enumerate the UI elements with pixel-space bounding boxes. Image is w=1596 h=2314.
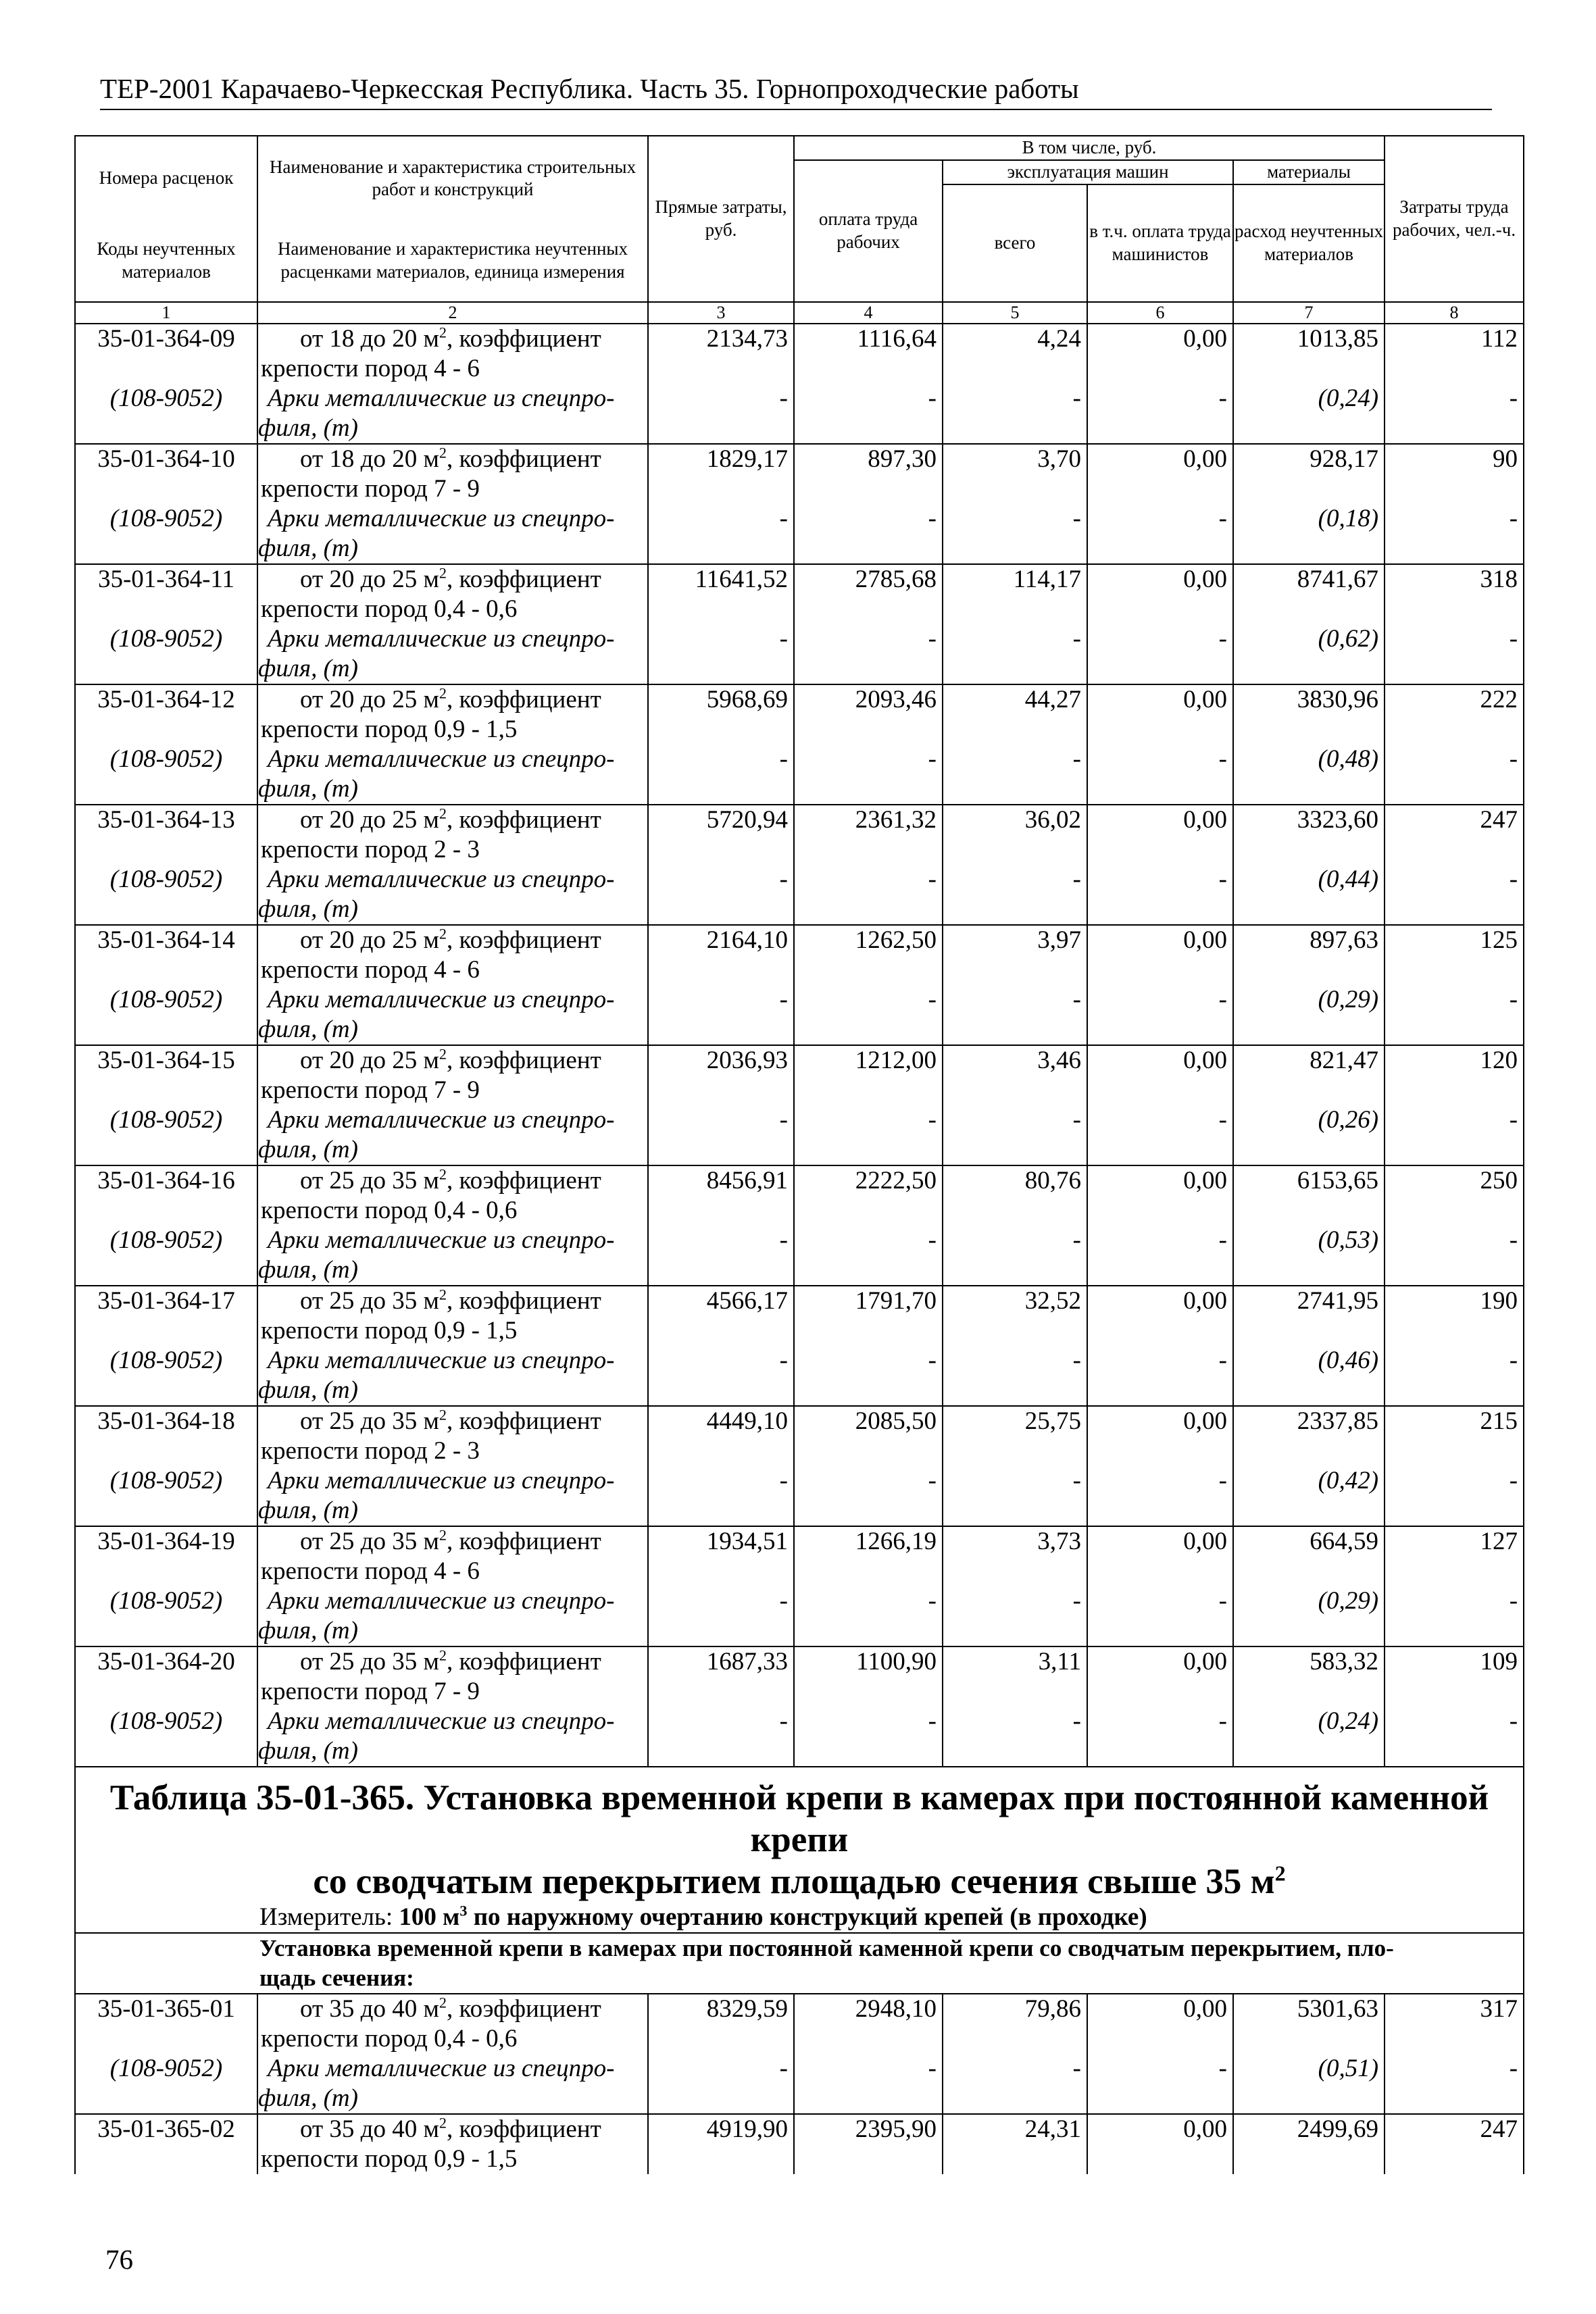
material-code: (108-9052) <box>75 1105 257 1165</box>
material-code: (108-9052) <box>75 2054 257 2114</box>
table-row <box>75 925 1524 955</box>
material-row <box>75 624 1524 654</box>
dash: - <box>648 504 794 534</box>
dash: - <box>648 2054 794 2084</box>
work-description: от 25 до 35 $м^2$, коэффициент крепости пород 0,9 - 1,5 <box>257 1286 648 1346</box>
table-row <box>75 1045 1524 1076</box>
direct-costs: 2134,73 <box>648 324 794 354</box>
material-code: (108-9052) <box>75 985 257 1045</box>
column-numbers-row: 1 2 3 4 5 6 7 8 <box>75 302 1524 324</box>
dash: - <box>1385 2054 1524 2084</box>
dash: - <box>794 1586 943 1616</box>
labor-hours: 109 <box>1385 1646 1524 1677</box>
dash: - <box>794 1105 943 1135</box>
table-row <box>75 805 1524 835</box>
material-costs: 2337,85 <box>1233 1406 1385 1436</box>
material-code: (108-9052) <box>75 504 257 564</box>
dash: - <box>1087 1226 1233 1255</box>
material-row <box>75 865 1524 895</box>
material-costs: 1013,85 <box>1233 324 1385 354</box>
machinist-wages: 0,00 <box>1087 1406 1233 1436</box>
dash: - <box>1087 1586 1233 1616</box>
machine-costs: 36,02 <box>943 805 1087 835</box>
labor-wages: 1791,70 <box>794 1286 943 1316</box>
labor-hours: 250 <box>1385 1165 1524 1196</box>
labor-wages: 2222,50 <box>794 1165 943 1196</box>
rate-code: 35-01-364-13 <box>75 805 257 835</box>
table-row <box>75 1165 1524 1196</box>
dash: - <box>1087 504 1233 534</box>
material-description: Арки металлические из спецпро- филя, (т) <box>257 1586 648 1646</box>
dash: - <box>1087 745 1233 774</box>
material-costs: 3323,60 <box>1233 805 1385 835</box>
work-description: от 35 до 40 $м^2$, коэффициент крепости пород 0,9 - 1,5 <box>257 2114 648 2174</box>
work-description: от 20 до 25 $м^2$, коэффициент крепости пород 4 - 6 <box>257 925 648 985</box>
material-description: Арки металлические из спецпро- филя, (т) <box>257 2054 648 2114</box>
material-description: Арки металлические из спецпро- филя, (т) <box>257 384 648 444</box>
material-costs: 2741,95 <box>1233 1286 1385 1316</box>
material-row <box>75 384 1524 413</box>
material-description: Арки металлические из спецпро- филя, (т) <box>257 624 648 684</box>
labor-wages: 2785,68 <box>794 564 943 595</box>
machine-costs: 32,52 <box>943 1286 1087 1316</box>
work-description: от 20 до 25 $м^2$, коэффициент крепости пород 7 - 9 <box>257 1045 648 1105</box>
dash: - <box>794 1226 943 1255</box>
material-description: Арки металлические из спецпро- филя, (т) <box>257 1346 648 1406</box>
dash: - <box>648 1466 794 1496</box>
direct-costs: 11641,52 <box>648 564 794 595</box>
machine-costs: 3,11 <box>943 1646 1087 1677</box>
labor-wages: 1212,00 <box>794 1045 943 1076</box>
direct-costs: 4566,17 <box>648 1286 794 1316</box>
material-row <box>75 1707 1524 1736</box>
table-row <box>75 444 1524 474</box>
labor-hours: 247 <box>1385 805 1524 835</box>
material-costs: 6153,65 <box>1233 1165 1385 1196</box>
machine-costs: 3,70 <box>943 444 1087 474</box>
machinist-wages: 0,00 <box>1087 1526 1233 1557</box>
dash: - <box>794 2054 943 2084</box>
dash: - <box>1087 865 1233 895</box>
labor-hours: 222 <box>1385 684 1524 715</box>
dash: - <box>794 745 943 774</box>
work-description: от 25 до 35 $м^2$, коэффициент крепости пород 0,4 - 0,6 <box>257 1165 648 1226</box>
rates-table <box>74 135 1524 2174</box>
machine-costs: 4,24 <box>943 324 1087 354</box>
dash: - <box>1087 384 1233 413</box>
material-quantity: (0,53) <box>1233 1226 1385 1255</box>
material-description: Арки металлические из спецпро- филя, (т) <box>257 1707 648 1767</box>
material-costs: 897,63 <box>1233 925 1385 955</box>
direct-costs: 2036,93 <box>648 1045 794 1076</box>
dash: - <box>1087 1466 1233 1496</box>
dash: - <box>794 1346 943 1376</box>
head-mach-wages: в т.ч. оплата труда машинистов <box>1087 184 1233 302</box>
page-number: 76 <box>105 2244 133 2275</box>
dash: - <box>1087 624 1233 654</box>
machinist-wages: 0,00 <box>1087 1045 1233 1076</box>
direct-costs: 4449,10 <box>648 1406 794 1436</box>
dash: - <box>648 384 794 413</box>
dash: - <box>1385 745 1524 774</box>
labor-hours: 112 <box>1385 324 1524 354</box>
work-description: от 18 до 20 $м^2$, коэффициент крепости пород 7 - 9 <box>257 444 648 504</box>
material-code: (108-9052) <box>75 1466 257 1526</box>
machine-costs: 44,27 <box>943 684 1087 715</box>
table-row <box>75 1406 1524 1436</box>
rate-code: 35-01-365-02 <box>75 2114 257 2144</box>
material-code: (108-9052) <box>75 1226 257 1286</box>
dash: - <box>1385 1707 1524 1736</box>
table-row <box>75 1526 1524 1557</box>
material-costs: 664,59 <box>1233 1526 1385 1557</box>
head-code: Номера расценок <box>75 136 257 221</box>
material-costs: 2499,69 <box>1233 2114 1385 2144</box>
direct-costs: 8456,91 <box>648 1165 794 1196</box>
head-mach-total: всего <box>943 184 1087 302</box>
dash: - <box>794 1466 943 1496</box>
material-code: (108-9052) <box>75 745 257 805</box>
head-materials: расход неучтенных материалов <box>1233 184 1385 302</box>
machinist-wages: 0,00 <box>1087 925 1233 955</box>
dash: - <box>648 1226 794 1255</box>
dash: - <box>1385 865 1524 895</box>
rate-code: 35-01-364-20 <box>75 1646 257 1677</box>
dash: - <box>794 384 943 413</box>
table-row <box>75 684 1524 715</box>
labor-hours: 127 <box>1385 1526 1524 1557</box>
labor-hours: 318 <box>1385 564 1524 595</box>
labor-hours: 317 <box>1385 1994 1524 2024</box>
machine-costs: 25,75 <box>943 1406 1087 1436</box>
material-costs: 3830,96 <box>1233 684 1385 715</box>
dash: - <box>648 1346 794 1376</box>
dash: - <box>1385 504 1524 534</box>
material-description: Арки металлические из спецпро- филя, (т) <box>257 1226 648 1286</box>
dash: - <box>943 1707 1087 1736</box>
rate-code: 35-01-364-15 <box>75 1045 257 1076</box>
material-quantity: (0,26) <box>1233 1105 1385 1135</box>
table-row <box>75 2114 1524 2144</box>
work-description: от 35 до 40 $м^2$, коэффициент крепости пород 0,4 - 0,6 <box>257 1994 648 2054</box>
table-meter: Измеритель: 100 $м^3$ по наружному очертанию конструкций крепей (в проходке) <box>75 1903 1524 1933</box>
dash: - <box>794 865 943 895</box>
rate-code: 35-01-364-18 <box>75 1406 257 1436</box>
head-incl: В том числе, руб. <box>794 136 1385 160</box>
material-row <box>75 1226 1524 1255</box>
dash: - <box>1087 1707 1233 1736</box>
machinist-wages: 0,00 <box>1087 444 1233 474</box>
direct-costs: 1934,51 <box>648 1526 794 1557</box>
material-quantity: (0,46) <box>1233 1346 1385 1376</box>
machinist-wages: 0,00 <box>1087 1286 1233 1316</box>
machinist-wages: 0,00 <box>1087 684 1233 715</box>
material-quantity: (0,29) <box>1233 985 1385 1015</box>
material-costs: 5301,63 <box>1233 1994 1385 2024</box>
dash: - <box>1385 1105 1524 1135</box>
dash: - <box>943 745 1087 774</box>
table-body-364 <box>75 324 1524 1767</box>
dash: - <box>943 1346 1087 1376</box>
dash: - <box>943 1586 1087 1616</box>
machinist-wages: 0,00 <box>1087 1646 1233 1677</box>
dash: - <box>1385 1586 1524 1616</box>
material-quantity: (0,44) <box>1233 865 1385 895</box>
machinist-wages: 0,00 <box>1087 1165 1233 1196</box>
machine-costs: 24,31 <box>943 2114 1087 2144</box>
labor-wages: 2085,50 <box>794 1406 943 1436</box>
material-description: Арки металлические из спецпро- филя, (т) <box>257 1105 648 1165</box>
work-description: от 25 до 35 $м^2$, коэффициент крепости пород 4 - 6 <box>257 1526 648 1586</box>
dash: - <box>1385 985 1524 1015</box>
rate-code: 35-01-364-12 <box>75 684 257 715</box>
material-quantity: (0,51) <box>1233 2054 1385 2084</box>
head-code-materials: Коды неучтенных материалов <box>75 221 257 302</box>
labor-wages: 2948,10 <box>794 1994 943 2024</box>
machine-costs: 80,76 <box>943 1165 1087 1196</box>
material-quantity: (0,24) <box>1233 384 1385 413</box>
labor-hours: 190 <box>1385 1286 1524 1316</box>
work-description: от 20 до 25 $м^2$, коэффициент крепости пород 2 - 3 <box>257 805 648 865</box>
material-quantity: (0,29) <box>1233 1586 1385 1616</box>
direct-costs: 2164,10 <box>648 925 794 955</box>
rate-code: 35-01-364-17 <box>75 1286 257 1316</box>
material-row <box>75 504 1524 534</box>
material-row <box>75 1105 1524 1135</box>
work-description: от 20 до 25 $м^2$, коэффициент крепости пород 0,4 - 0,6 <box>257 564 648 624</box>
labor-hours: 125 <box>1385 925 1524 955</box>
table-row <box>75 1646 1524 1677</box>
table-row <box>75 1994 1524 2024</box>
dash: - <box>1385 624 1524 654</box>
dash: - <box>794 985 943 1015</box>
table-row <box>75 1286 1524 1316</box>
table-row <box>75 564 1524 595</box>
dash: - <box>648 985 794 1015</box>
dash: - <box>1385 1346 1524 1376</box>
head-hours: Затраты труда рабочих, чел.-ч. <box>1385 136 1524 302</box>
labor-wages: 1266,19 <box>794 1526 943 1557</box>
work-description: от 25 до 35 $м^2$, коэффициент крепости пород 2 - 3 <box>257 1406 648 1466</box>
dash: - <box>1087 1105 1233 1135</box>
dash: - <box>943 2054 1087 2084</box>
work-description: от 18 до 20 $м^2$, коэффициент крепости пород 4 - 6 <box>257 324 648 384</box>
material-code: (108-9052) <box>75 1586 257 1646</box>
dash: - <box>648 1105 794 1135</box>
machine-costs: 3,97 <box>943 925 1087 955</box>
labor-hours: 215 <box>1385 1406 1524 1436</box>
labor-hours: 90 <box>1385 444 1524 474</box>
labor-hours: 247 <box>1385 2114 1524 2144</box>
direct-costs: 1829,17 <box>648 444 794 474</box>
labor-wages: 1262,50 <box>794 925 943 955</box>
material-quantity: (0,18) <box>1233 504 1385 534</box>
material-row <box>75 745 1524 774</box>
material-code: (108-9052) <box>75 384 257 444</box>
direct-costs: 8329,59 <box>648 1994 794 2024</box>
dash: - <box>648 745 794 774</box>
head-labor: оплата труда рабочих <box>794 160 943 302</box>
table-body-365 <box>75 1994 1524 2174</box>
table-title: Таблица 35-01-365. Установка временной крепи в камерах при постоянной каменной крепи со сводчатым перекрытием площадью сечения свыше 35 $м^2$ <box>75 1767 1524 1903</box>
machinist-wages: 0,00 <box>1087 805 1233 835</box>
dash: - <box>794 1707 943 1736</box>
material-costs: 8741,67 <box>1233 564 1385 595</box>
page-header: ТЕР-2001 Карачаево-Черкесская Республика. Часть 35. Горнопроходческие работы <box>100 73 1492 110</box>
material-row <box>75 2054 1524 2084</box>
dash: - <box>648 1586 794 1616</box>
dash: - <box>1385 384 1524 413</box>
labor-wages: 2093,46 <box>794 684 943 715</box>
dash: - <box>648 865 794 895</box>
labor-wages: 1116,64 <box>794 324 943 354</box>
machinist-wages: 0,00 <box>1087 564 1233 595</box>
material-quantity: (0,24) <box>1233 1707 1385 1736</box>
material-description: Арки металлические из спецпро- филя, (т) <box>257 985 648 1045</box>
dash: - <box>1087 1346 1233 1376</box>
machine-costs: 114,17 <box>943 564 1087 595</box>
material-row <box>75 985 1524 1015</box>
rate-code: 35-01-364-11 <box>75 564 257 595</box>
dash: - <box>943 504 1087 534</box>
dash: - <box>943 865 1087 895</box>
material-code: (108-9052) <box>75 624 257 684</box>
dash: - <box>943 624 1087 654</box>
material-costs: 821,47 <box>1233 1045 1385 1076</box>
direct-costs: 5720,94 <box>648 805 794 835</box>
dash: - <box>943 1226 1087 1255</box>
material-quantity: (0,62) <box>1233 624 1385 654</box>
machinist-wages: 0,00 <box>1087 324 1233 354</box>
direct-costs: 1687,33 <box>648 1646 794 1677</box>
dash: - <box>794 504 943 534</box>
labor-wages: 1100,90 <box>794 1646 943 1677</box>
work-description: от 20 до 25 $м^2$, коэффициент крепости пород 0,9 - 1,5 <box>257 684 648 745</box>
rate-code: 35-01-364-16 <box>75 1165 257 1196</box>
material-quantity: (0,48) <box>1233 745 1385 774</box>
work-description: от 25 до 35 $м^2$, коэффициент крепости пород 7 - 9 <box>257 1646 648 1707</box>
material-description: Арки металлические из спецпро- филя, (т) <box>257 1466 648 1526</box>
material-description: Арки металлические из спецпро- филя, (т) <box>257 745 648 805</box>
material-description: Арки металлические из спецпро- филя, (т) <box>257 504 648 564</box>
machinist-wages: 0,00 <box>1087 2114 1233 2144</box>
material-row <box>75 1466 1524 1496</box>
table-section: Установка временной крепи в камерах при постоянной каменной крепи со сводчатым перекрытием, пло- щадь сечения: <box>75 1933 1524 1994</box>
rate-code: 35-01-364-09 <box>75 324 257 354</box>
material-costs: 928,17 <box>1233 444 1385 474</box>
head-desc-materials: Наименование и характеристика неучтенных расценками материалов, единица измерения <box>257 221 648 302</box>
table-row <box>75 324 1524 354</box>
material-description: Арки металлические из спецпро- филя, (т) <box>257 865 648 925</box>
dash: - <box>943 384 1087 413</box>
dash: - <box>1087 2054 1233 2084</box>
dash: - <box>648 1707 794 1736</box>
dash: - <box>1385 1466 1524 1496</box>
labor-wages: 2361,32 <box>794 805 943 835</box>
dash: - <box>943 985 1087 1015</box>
machinist-wages: 0,00 <box>1087 1994 1233 2024</box>
machine-costs: 79,86 <box>943 1994 1087 2024</box>
dash: - <box>648 624 794 654</box>
labor-wages: 2395,90 <box>794 2114 943 2144</box>
head-materials-group: материалы <box>1233 160 1385 184</box>
dash: - <box>1385 1226 1524 1255</box>
dash: - <box>1087 985 1233 1015</box>
material-row <box>75 1346 1524 1376</box>
dash: - <box>943 1466 1087 1496</box>
material-quantity: (0,42) <box>1233 1466 1385 1496</box>
material-code: (108-9052) <box>75 865 257 925</box>
head-machines: эксплуатация машин <box>943 160 1233 184</box>
dash: - <box>943 1105 1087 1135</box>
machine-costs: 3,73 <box>943 1526 1087 1557</box>
material-row <box>75 1586 1524 1616</box>
dash: - <box>794 624 943 654</box>
rate-code: 35-01-364-19 <box>75 1526 257 1557</box>
direct-costs: 4919,90 <box>648 2114 794 2144</box>
material-code: (108-9052) <box>75 1346 257 1406</box>
head-desc: Наименование и характеристика строительных работ и конструкций <box>257 136 648 221</box>
rate-code: 35-01-365-01 <box>75 1994 257 2024</box>
machine-costs: 3,46 <box>943 1045 1087 1076</box>
material-costs: 583,32 <box>1233 1646 1385 1677</box>
head-direct: Прямые затраты, руб. <box>648 136 794 302</box>
labor-hours: 120 <box>1385 1045 1524 1076</box>
rate-code: 35-01-364-10 <box>75 444 257 474</box>
rate-code: 35-01-364-14 <box>75 925 257 955</box>
direct-costs: 5968,69 <box>648 684 794 715</box>
material-code: (108-9052) <box>75 1707 257 1767</box>
labor-wages: 897,30 <box>794 444 943 474</box>
